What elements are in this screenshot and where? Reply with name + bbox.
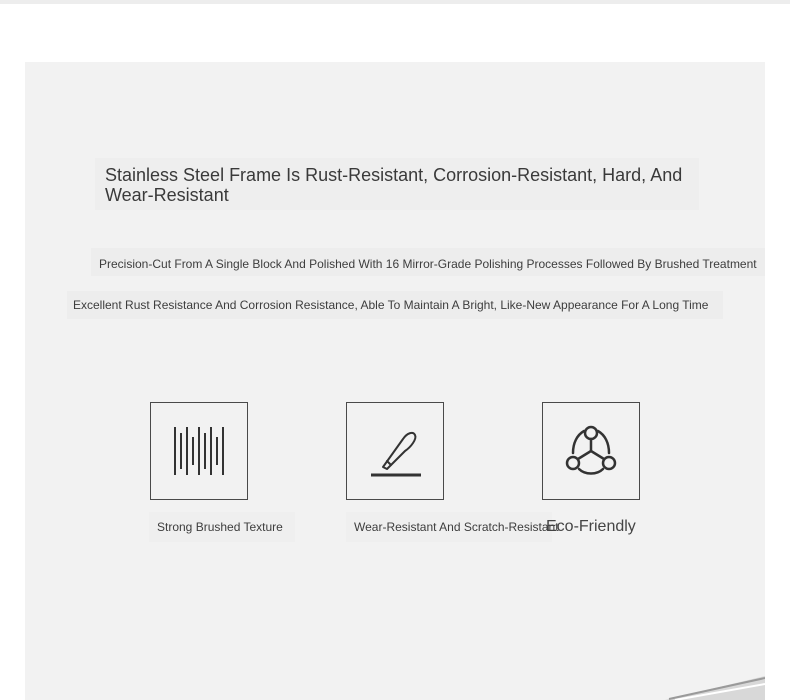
description-line-2: Excellent Rust Resistance And Corrosion Resistance, Able To Maintain A Bright, Like-New Appearance For A Long Time xyxy=(73,298,709,312)
feature-label-brushed-texture: Strong Brushed Texture xyxy=(157,520,283,534)
scalpel-icon xyxy=(365,421,425,481)
top-divider xyxy=(0,0,790,4)
product-edge-decoration xyxy=(665,674,765,700)
headline: Stainless Steel Frame Is Rust-Resistant, Corrosion-Resistant, Hard, And Wear-Resistant xyxy=(105,165,683,205)
feature-wear-resistant xyxy=(346,402,444,500)
description-line-1: Precision-Cut From A Single Block And Polished With 16 Mirror-Grade Polishing Processes Followed By Brushed Treatment xyxy=(99,257,757,271)
feature-label-wear-resistant: Wear-Resistant And Scratch-Resistant xyxy=(354,520,559,534)
feature-panel xyxy=(25,62,765,700)
feature-eco-friendly xyxy=(542,402,640,500)
eco-molecule-icon xyxy=(563,423,619,479)
brushed-texture-icon xyxy=(172,424,226,478)
feature-label-eco-friendly: Eco-Friendly xyxy=(546,518,636,535)
feature-brushed-texture xyxy=(150,402,248,500)
